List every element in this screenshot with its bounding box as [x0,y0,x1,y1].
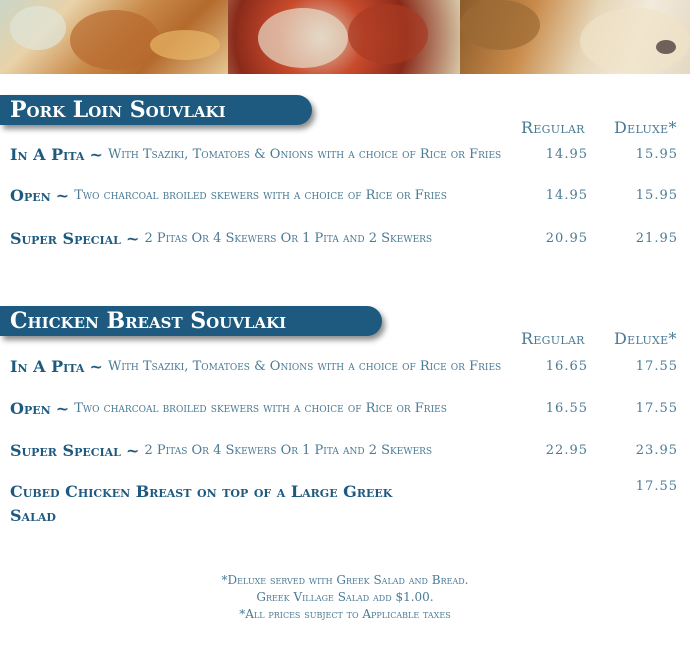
item-name: Super Special [10,441,121,460]
item-name: In A Pita [10,145,85,164]
price-regular: 14.95 [545,147,588,162]
item-name: In A Pita [10,357,85,376]
footnotes [200,572,490,623]
price-regular: 16.65 [545,359,588,374]
photo-banner [0,0,690,74]
ravioli-photo [460,0,690,74]
salad-item-name: Cubed Chicken Breast on top of a Large Greek Salad [10,482,393,525]
price-deluxe: 17.55 [635,401,678,416]
separator: ~ [89,357,103,376]
price-deluxe: 15.95 [635,147,678,162]
price-deluxe: 21.95 [635,231,678,246]
item-description: With Tsaziki, Tomatoes & Onions with a choice of Rice or Fries [107,359,502,374]
menu-item [10,441,530,460]
column-deluxe-label: Deluxe* [614,118,677,137]
menu-item [10,145,510,164]
price-regular: 20.95 [545,231,588,246]
item-name: Super Special [10,229,121,248]
price-regular: 22.95 [545,443,588,458]
fried-chicken-photo [0,0,228,74]
separator: ~ [55,399,70,418]
price-regular: 16.55 [545,401,588,416]
column-regular-label: Regular [521,329,585,348]
item-description: Two charcoal broiled skewers with a choice of Rice or Fries [74,188,447,203]
price-regular: 14.95 [545,188,588,203]
menu-item [10,399,510,418]
column-regular-label: Regular [521,118,585,137]
item-description: With Tsaziki, Tomatoes & Onions with a choice of Rice or Fries [107,147,502,162]
footnote: Greek Village Salad add $1.00. [256,590,434,604]
price-deluxe: 15.95 [635,188,678,203]
menu-item [10,357,510,376]
item-description: Two charcoal broiled skewers with a choice of Rice or Fries [74,401,447,416]
price-deluxe: 23.95 [635,443,678,458]
section-title-pork: Pork Loin Souvlaki [0,95,312,125]
item-description: 2 Pitas Or 4 Skewers Or 1 Pita and 2 Skewers [144,231,433,246]
price-deluxe: 17.55 [635,479,678,494]
separator: ~ [126,441,140,460]
pasta-photo [228,0,460,74]
price-deluxe: 17.55 [635,359,678,374]
separator: ~ [126,229,140,248]
item-name: Open [10,399,51,418]
footnote: *All prices subject to Applicable taxes [239,607,451,621]
item-description: 2 Pitas Or 4 Skewers Or 1 Pita and 2 Skewers [144,443,433,458]
item-name: Open [10,186,51,205]
section-title-chicken: Chicken Breast Souvlaki [0,306,382,336]
menu-item [10,186,510,205]
menu-item [10,229,530,248]
separator: ~ [89,145,103,164]
footnote: *Deluxe served with Greek Salad and Bread. [221,573,469,587]
separator: ~ [55,186,70,205]
column-deluxe-label: Deluxe* [614,329,677,348]
